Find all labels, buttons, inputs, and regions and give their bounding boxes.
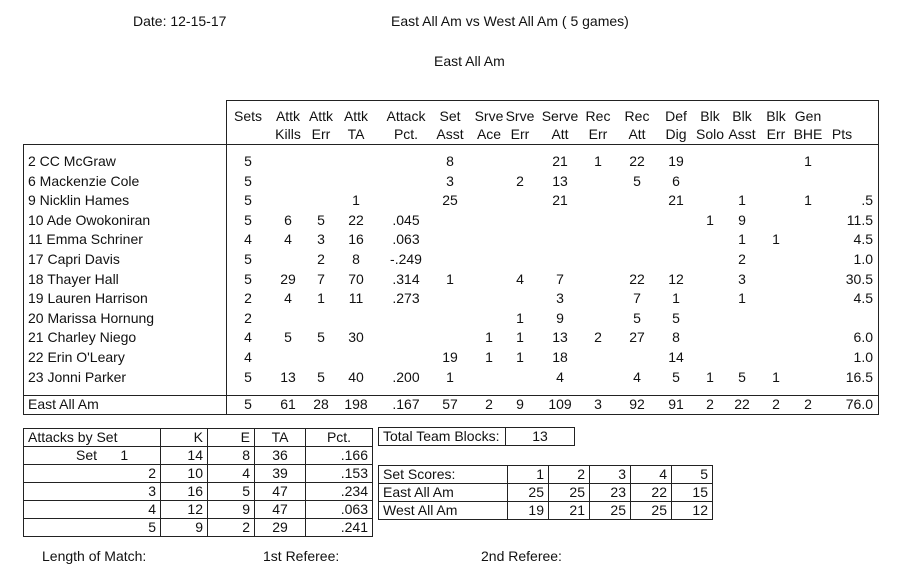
team-blocks-value: 13 bbox=[506, 428, 575, 446]
abs-row-0-col-1: 14 bbox=[161, 447, 208, 465]
player-row-5-col-4: -.249 bbox=[390, 251, 422, 267]
abs-row-2-col-2: 5 bbox=[208, 483, 255, 501]
player-row-2-col-11: 21 bbox=[668, 192, 684, 209]
player-row-5-col-2: 2 bbox=[317, 251, 325, 267]
abs-row-0-col-2: 8 bbox=[208, 447, 255, 465]
abs-row-1-col-4: .153 bbox=[306, 465, 373, 483]
scores-row-1-set-2: 21 bbox=[549, 502, 590, 520]
match-title: East All Am vs West All Am ( 5 games) bbox=[391, 13, 629, 29]
abs-row-0-col-4: .166 bbox=[306, 447, 373, 465]
abs-row-4-col-1: 9 bbox=[161, 519, 208, 537]
col-header-bottom-6: Ace bbox=[476, 126, 502, 142]
col-header-bottom-3: TA bbox=[347, 126, 365, 142]
col-header-top-8: Serve bbox=[541, 108, 579, 124]
player-row-3-col-0: 5 bbox=[244, 211, 252, 228]
player-row-1-col-7: 2 bbox=[516, 172, 524, 189]
player-row-6-col-3: 70 bbox=[348, 270, 364, 287]
player-row-11-col-12: 1 bbox=[706, 368, 714, 385]
abs-row-0-col-0: Set 1 bbox=[24, 447, 161, 465]
player-row-9-pts: 6.0 bbox=[853, 329, 873, 346]
scores-header-set-2: 2 bbox=[549, 466, 590, 484]
scores-header-set-3: 3 bbox=[590, 466, 631, 484]
player-row-10-col-6: 1 bbox=[485, 349, 493, 365]
player-row-7-col-10: 7 bbox=[633, 290, 641, 307]
player-row-11-col-5: 1 bbox=[446, 368, 454, 385]
col-header-bottom-7: Err bbox=[510, 126, 530, 142]
player-row-9-col-11: 8 bbox=[672, 329, 680, 346]
player-row-7-col-8: 3 bbox=[556, 290, 564, 307]
player-row-7-col-0: 2 bbox=[244, 290, 252, 307]
player-row-0-col-10: 22 bbox=[629, 153, 645, 169]
col-header-top-9: Rec bbox=[585, 108, 611, 124]
player-row-10-col-11: 14 bbox=[668, 349, 684, 365]
col-header-top-14: Blk bbox=[766, 108, 786, 124]
player-row-11-name: 23 Jonni Parker bbox=[28, 368, 127, 385]
abs-row-3-col-3: 47 bbox=[255, 501, 306, 519]
abs-row-3-col-4: .063 bbox=[306, 501, 373, 519]
scores-header-set-5: 5 bbox=[672, 466, 713, 484]
player-row-5-pts: 1.0 bbox=[853, 251, 873, 267]
player-row-6-col-7: 4 bbox=[516, 270, 524, 287]
player-row-3-col-13: 9 bbox=[738, 211, 746, 228]
player-row-6-col-10: 22 bbox=[629, 270, 645, 287]
player-row-8-col-0: 2 bbox=[244, 309, 252, 326]
player-row-3-col-2: 5 bbox=[317, 211, 325, 228]
player-row-4-col-13: 1 bbox=[738, 231, 746, 248]
player-row-5-col-13: 2 bbox=[738, 251, 746, 267]
player-row-9-col-10: 27 bbox=[629, 329, 645, 346]
col-header-top-13: Blk bbox=[732, 108, 752, 124]
player-row-11-col-8: 4 bbox=[556, 368, 564, 385]
col-header-bottom-9: Err bbox=[588, 126, 608, 142]
player-row-8-col-11: 5 bbox=[672, 309, 680, 326]
player-row-11-col-11: 5 bbox=[672, 368, 680, 385]
team-title: East All Am bbox=[434, 53, 505, 69]
player-row-6-name: 18 Thayer Hall bbox=[28, 270, 119, 287]
abs-row-4-col-3: 29 bbox=[255, 519, 306, 537]
team-blocks-label: Total Team Blocks: bbox=[379, 428, 506, 446]
col-header-bottom-2: Err bbox=[311, 126, 331, 142]
player-row-10-col-8: 18 bbox=[552, 349, 568, 365]
length-of-match: Length of Match: bbox=[42, 548, 147, 564]
totals-row-col-10: 92 bbox=[629, 396, 645, 412]
abs-row-4-col-4: .241 bbox=[306, 519, 373, 537]
table-bottom-border bbox=[23, 414, 879, 415]
scores-header-set-1: 1 bbox=[508, 466, 549, 484]
player-row-1-col-8: 13 bbox=[552, 172, 568, 189]
table-left-border bbox=[23, 144, 24, 415]
player-row-3-col-3: 22 bbox=[348, 211, 364, 228]
player-row-4-col-3: 16 bbox=[348, 231, 364, 248]
player-row-11-col-2: 5 bbox=[317, 368, 325, 385]
col-header-top-1: Attk bbox=[275, 108, 301, 124]
player-row-0-col-5: 8 bbox=[446, 153, 454, 169]
totals-row-col-0: 5 bbox=[244, 396, 252, 412]
col-header-top-6: Srve bbox=[474, 108, 504, 124]
player-row-11-col-10: 4 bbox=[633, 368, 641, 385]
player-row-2-col-13: 1 bbox=[738, 192, 746, 209]
abs-header-4: Pct. bbox=[306, 429, 373, 447]
abs-row-0-col-3: 36 bbox=[255, 447, 306, 465]
scores-row-0-set-1: 25 bbox=[508, 484, 549, 502]
player-row-10-col-5: 19 bbox=[442, 349, 458, 365]
player-row-3-col-12: 1 bbox=[706, 211, 714, 228]
scores-row-0-label: East All Am bbox=[379, 484, 508, 502]
totals-row-col-11: 91 bbox=[668, 396, 684, 412]
player-row-4-col-4: .063 bbox=[392, 231, 420, 248]
col-header-top-7: Srve bbox=[505, 108, 535, 124]
totals-row-col-9: 3 bbox=[594, 396, 602, 412]
player-row-9-name: 21 Charley Niego bbox=[28, 329, 137, 346]
player-row-8-col-8: 9 bbox=[556, 309, 564, 326]
totals-row-name: East All Am bbox=[28, 396, 99, 412]
player-row-6-col-5: 1 bbox=[446, 270, 454, 287]
player-row-11-col-3: 40 bbox=[348, 368, 364, 385]
col-header-bottom-8: Att bbox=[551, 126, 569, 142]
scores-row-0-set-5: 15 bbox=[672, 484, 713, 502]
col-header-top-11: Def bbox=[665, 108, 687, 124]
scores-header-label: Set Scores: bbox=[379, 466, 508, 484]
col-header-top-2: Attk bbox=[308, 108, 334, 124]
col-header-bottom-1: Kills bbox=[275, 126, 301, 142]
player-row-3-pts: 11.5 bbox=[846, 211, 873, 228]
player-row-11-col-0: 5 bbox=[244, 368, 252, 385]
scores-row-1-set-4: 25 bbox=[631, 502, 672, 520]
col-header-bottom-11: Dig bbox=[665, 126, 687, 142]
totals-row-col-7: 9 bbox=[516, 396, 524, 412]
player-row-4-col-14: 1 bbox=[772, 231, 780, 248]
abs-row-2-col-3: 47 bbox=[255, 483, 306, 501]
player-row-9-col-8: 13 bbox=[552, 329, 568, 346]
totals-row-col-14: 2 bbox=[772, 396, 780, 412]
abs-row-4-col-0: 5 bbox=[24, 519, 161, 537]
player-row-0-col-0: 5 bbox=[244, 153, 252, 169]
player-row-4-col-0: 4 bbox=[244, 231, 252, 248]
table-header-left-border bbox=[226, 100, 227, 415]
scores-row-0-set-2: 25 bbox=[549, 484, 590, 502]
col-header-bottom-10: Att bbox=[628, 126, 646, 142]
player-row-7-name: 19 Lauren Harrison bbox=[28, 290, 148, 307]
scores-row-1-set-5: 12 bbox=[672, 502, 713, 520]
abs-row-2-col-0: 3 bbox=[24, 483, 161, 501]
totals-row-col-4: .167 bbox=[392, 396, 420, 412]
col-header-0: Sets bbox=[233, 108, 262, 124]
player-row-2-col-0: 5 bbox=[244, 192, 252, 209]
abs-header-1: K bbox=[161, 429, 208, 447]
player-row-9-col-0: 4 bbox=[244, 329, 252, 346]
abs-row-1-col-3: 39 bbox=[255, 465, 306, 483]
names-top-border bbox=[23, 144, 226, 145]
player-row-0-col-15: 1 bbox=[804, 153, 812, 169]
second-referee: 2nd Referee: bbox=[481, 548, 562, 564]
player-row-6-col-4: .314 bbox=[392, 270, 420, 287]
abs-row-1-col-1: 10 bbox=[161, 465, 208, 483]
col-header-bottom-4: Pct. bbox=[393, 126, 419, 142]
player-row-9-col-1: 5 bbox=[284, 329, 292, 346]
team-blocks-box bbox=[378, 427, 575, 446]
col-header-bottom-14: Err bbox=[766, 126, 786, 142]
player-row-11-col-1: 13 bbox=[280, 368, 296, 385]
totals-row-col-3: 198 bbox=[344, 396, 368, 412]
player-row-3-name: 10 Ade Owokoniran bbox=[28, 211, 151, 228]
totals-row-col-5: 57 bbox=[442, 396, 458, 412]
col-header-bottom-15: BHE bbox=[793, 126, 823, 142]
abs-row-1-col-2: 4 bbox=[208, 465, 255, 483]
totals-row-col-8: 109 bbox=[548, 396, 572, 412]
player-row-1-name: 6 Mackenzie Cole bbox=[28, 172, 140, 189]
scores-row-1-set-1: 19 bbox=[508, 502, 549, 520]
player-row-3-col-4: .045 bbox=[392, 211, 420, 228]
player-row-4-name: 11 Emma Schriner bbox=[28, 231, 143, 248]
player-row-4-pts: 4.5 bbox=[853, 231, 873, 248]
player-row-5-col-3: 8 bbox=[352, 251, 360, 267]
player-row-7-col-11: 1 bbox=[672, 290, 680, 307]
scores-row-0-set-4: 22 bbox=[631, 484, 672, 502]
player-row-10-name: 22 Erin O'Leary bbox=[28, 349, 125, 365]
player-row-0-name: 2 CC McGraw bbox=[28, 153, 116, 169]
player-row-6-pts: 30.5 bbox=[845, 270, 873, 287]
player-row-9-col-7: 1 bbox=[516, 329, 524, 346]
player-row-8-col-10: 5 bbox=[633, 309, 641, 326]
col-header-pts: Pts bbox=[831, 126, 853, 142]
player-row-1-col-11: 6 bbox=[672, 172, 680, 189]
player-row-4-col-2: 3 bbox=[317, 231, 325, 248]
abs-header-0: Attacks by Set bbox=[24, 429, 161, 447]
player-row-9-col-3: 30 bbox=[348, 329, 364, 346]
totals-row-col-13: 22 bbox=[734, 396, 750, 412]
player-row-8-col-7: 1 bbox=[516, 309, 524, 326]
abs-row-1-col-0: 2 bbox=[24, 465, 161, 483]
player-row-8-name: 20 Marissa Hornung bbox=[28, 309, 155, 326]
first-referee: 1st Referee: bbox=[263, 548, 340, 564]
player-row-2-col-3: 1 bbox=[352, 192, 360, 209]
player-row-9-col-6: 1 bbox=[485, 329, 493, 346]
player-row-4-col-1: 4 bbox=[284, 231, 292, 248]
player-row-1-col-10: 5 bbox=[633, 172, 641, 189]
player-row-7-col-13: 1 bbox=[738, 290, 746, 307]
player-row-11-col-14: 1 bbox=[772, 368, 780, 385]
totals-row-col-6: 2 bbox=[485, 396, 493, 412]
col-header-bottom-5: Asst bbox=[436, 126, 464, 142]
player-row-3-col-1: 6 bbox=[284, 211, 292, 228]
player-row-6-col-0: 5 bbox=[244, 270, 252, 287]
player-row-11-pts: 16.5 bbox=[845, 368, 873, 385]
col-header-bottom-12: Solo bbox=[695, 126, 725, 142]
col-header-top-12: Blk bbox=[700, 108, 720, 124]
player-row-11-col-13: 5 bbox=[738, 368, 746, 385]
totals-row-col-15: 2 bbox=[804, 396, 812, 412]
scores-row-0-set-3: 23 bbox=[590, 484, 631, 502]
table-right-border bbox=[878, 100, 879, 415]
player-row-2-col-8: 21 bbox=[552, 192, 568, 209]
totals-row-col-2: 28 bbox=[313, 396, 329, 412]
player-row-6-col-1: 29 bbox=[280, 270, 296, 287]
col-header-top-10: Rec bbox=[624, 108, 650, 124]
table-top-border bbox=[226, 100, 879, 101]
scores-row-1-set-3: 25 bbox=[590, 502, 631, 520]
player-row-0-col-8: 21 bbox=[552, 153, 568, 169]
player-row-6-col-11: 12 bbox=[668, 270, 684, 287]
player-row-10-col-7: 1 bbox=[516, 349, 524, 365]
player-row-7-col-2: 1 bbox=[317, 290, 325, 307]
player-row-7-col-4: .273 bbox=[392, 290, 420, 307]
player-row-11-col-4: .200 bbox=[392, 368, 420, 385]
col-header-top-3: Attk bbox=[343, 108, 369, 124]
player-row-2-col-5: 25 bbox=[442, 192, 458, 209]
player-row-2-pts: .5 bbox=[861, 192, 873, 209]
abs-row-3-col-0: 4 bbox=[24, 501, 161, 519]
player-row-1-col-0: 5 bbox=[244, 172, 252, 189]
totals-row-col-1: 61 bbox=[280, 396, 296, 412]
abs-row-3-col-1: 12 bbox=[161, 501, 208, 519]
abs-row-3-col-2: 9 bbox=[208, 501, 255, 519]
player-row-10-pts: 1.0 bbox=[853, 349, 873, 365]
player-row-2-col-15: 1 bbox=[804, 192, 812, 209]
player-row-5-col-0: 5 bbox=[244, 251, 252, 267]
set-scores-table bbox=[378, 465, 713, 520]
player-row-9-col-9: 2 bbox=[594, 329, 602, 346]
abs-row-4-col-2: 2 bbox=[208, 519, 255, 537]
player-row-6-col-8: 7 bbox=[556, 270, 564, 287]
header-bottom-border bbox=[226, 144, 879, 145]
totals-row-col-12: 2 bbox=[706, 396, 714, 412]
scores-header-set-4: 4 bbox=[631, 466, 672, 484]
player-row-7-col-3: 11 bbox=[348, 290, 364, 307]
abs-header-2: E bbox=[208, 429, 255, 447]
totals-row-pts: 76.0 bbox=[845, 396, 873, 412]
player-row-7-pts: 4.5 bbox=[853, 290, 873, 307]
col-header-top-5: Set bbox=[439, 108, 461, 124]
player-row-0-col-11: 19 bbox=[668, 153, 684, 169]
abs-row-2-col-4: .234 bbox=[306, 483, 373, 501]
totals-divider bbox=[226, 395, 227, 415]
player-row-10-col-0: 4 bbox=[244, 349, 252, 365]
report-date: Date: 12-15-17 bbox=[133, 13, 227, 29]
player-row-1-col-5: 3 bbox=[446, 172, 454, 189]
player-row-6-col-2: 7 bbox=[317, 270, 325, 287]
player-row-7-col-1: 4 bbox=[284, 290, 292, 307]
scores-row-1-label: West All Am bbox=[379, 502, 508, 520]
attacks-by-set-table bbox=[23, 428, 373, 537]
player-row-6-col-13: 3 bbox=[738, 270, 746, 287]
player-row-0-col-9: 1 bbox=[594, 153, 602, 169]
abs-header-3: TA bbox=[255, 429, 306, 447]
col-header-top-4: Attack bbox=[386, 108, 426, 124]
player-row-2-name: 9 Nicklin Hames bbox=[28, 192, 130, 209]
abs-row-2-col-1: 16 bbox=[161, 483, 208, 501]
col-header-bottom-13: Asst bbox=[728, 126, 756, 142]
col-header-top-15: Gen bbox=[794, 108, 822, 124]
player-row-5-name: 17 Capri Davis bbox=[28, 251, 120, 267]
player-row-9-col-2: 5 bbox=[317, 329, 325, 346]
